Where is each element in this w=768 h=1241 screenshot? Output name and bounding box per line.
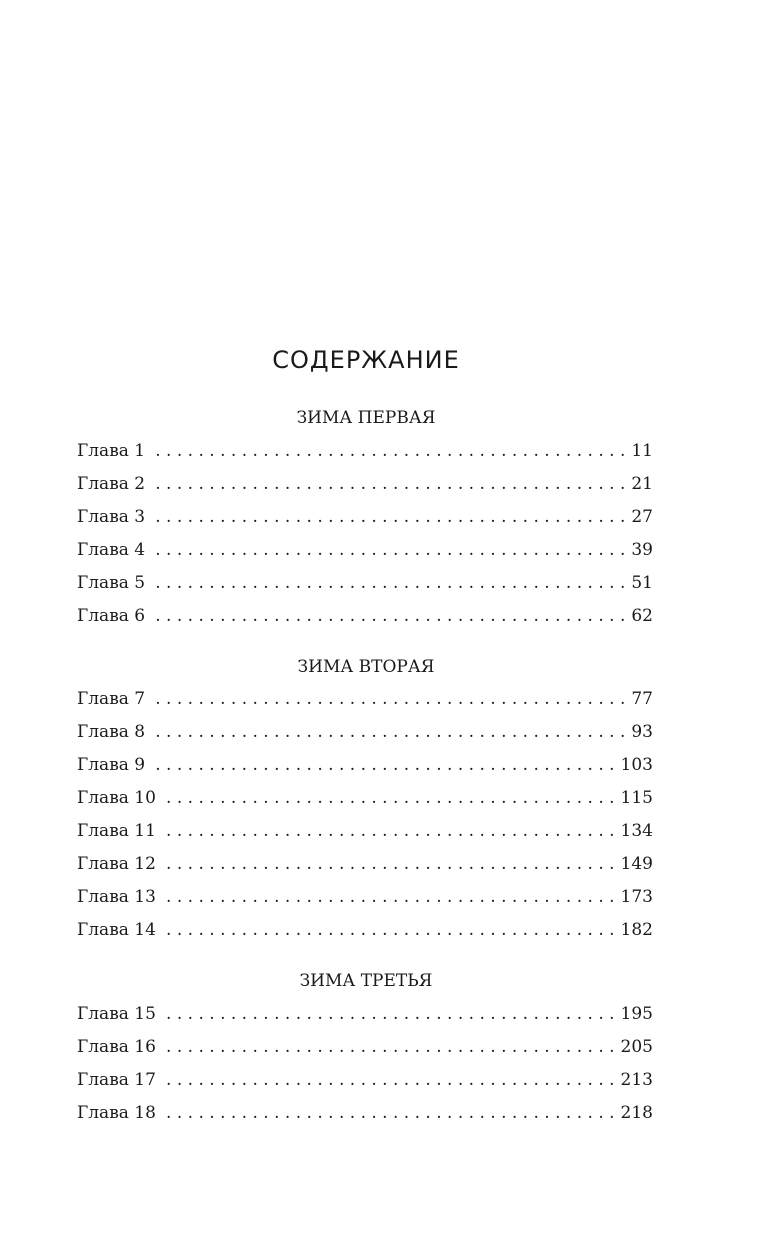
toc-entry-page: 149 (620, 854, 653, 874)
toc-entry-page: 27 (631, 507, 653, 527)
section-title: ЗИМА ВТОРАЯ (297, 657, 435, 677)
page-title: СОДЕРЖАНИЕ (272, 346, 460, 374)
toc-entry[interactable] (77, 687, 653, 711)
toc-entry[interactable] (77, 819, 653, 843)
dot-leader (165, 1101, 615, 1125)
dot-leader (154, 505, 625, 529)
toc-entry-label: Глава 10 (77, 788, 156, 808)
toc-entry-label: Глава 12 (77, 854, 156, 874)
toc-entry-label: Глава 3 (77, 507, 146, 527)
dot-leader (154, 753, 614, 777)
dot-leader (165, 1002, 615, 1026)
toc-entry-label: Глава 16 (77, 1037, 156, 1057)
toc-entry[interactable] (77, 1035, 653, 1059)
toc-entry[interactable] (77, 753, 653, 777)
toc-entry[interactable] (77, 1101, 653, 1125)
toc-entry-page: 218 (620, 1103, 653, 1123)
toc-entry[interactable] (77, 885, 653, 909)
toc-entry[interactable] (77, 720, 653, 744)
toc-entry-label: Глава 2 (77, 474, 146, 494)
toc-entry-page: 182 (620, 920, 653, 940)
toc-entry-page: 115 (620, 788, 653, 808)
toc-entry-label: Глава 6 (77, 606, 146, 626)
dot-leader (154, 439, 625, 463)
toc-entry[interactable] (77, 604, 653, 628)
toc-entry-label: Глава 8 (77, 722, 146, 742)
toc-entry-label: Глава 15 (77, 1004, 156, 1024)
toc-entry-page: 134 (620, 821, 653, 841)
toc-entry[interactable] (77, 505, 653, 529)
section-title: ЗИМА ПЕРВАЯ (296, 408, 436, 428)
toc-entry-page: 39 (631, 540, 653, 560)
toc-entry-page: 205 (620, 1037, 653, 1057)
toc-entry[interactable] (77, 538, 653, 562)
toc-entry[interactable] (77, 786, 653, 810)
dot-leader (165, 852, 615, 876)
toc-entry[interactable] (77, 918, 653, 942)
toc-entry-label: Глава 17 (77, 1070, 156, 1090)
dot-leader (165, 1068, 615, 1092)
toc-entry-page: 173 (620, 887, 653, 907)
toc-entry-label: Глава 5 (77, 573, 146, 593)
dot-leader (165, 819, 615, 843)
toc-entry-page: 21 (631, 474, 653, 494)
toc-entry[interactable] (77, 472, 653, 496)
dot-leader (154, 604, 625, 628)
dot-leader (154, 538, 625, 562)
section-title: ЗИМА ТРЕТЬЯ (299, 971, 433, 991)
toc-entry-label: Глава 7 (77, 689, 146, 709)
toc-entry-label: Глава 14 (77, 920, 156, 940)
toc-entry-page: 93 (631, 722, 653, 742)
dot-leader (154, 687, 625, 711)
dot-leader (165, 1035, 615, 1059)
toc-entry-page: 62 (631, 606, 653, 626)
dot-leader (165, 918, 615, 942)
toc-entry-label: Глава 4 (77, 540, 146, 560)
dot-leader (154, 720, 625, 744)
toc-entry-page: 103 (620, 755, 653, 775)
toc-entry[interactable] (77, 571, 653, 595)
toc-entry-page: 195 (620, 1004, 653, 1024)
dot-leader (154, 472, 625, 496)
toc-entry-page: 51 (631, 573, 653, 593)
toc-entry-page: 213 (620, 1070, 653, 1090)
dot-leader (165, 786, 615, 810)
dot-leader (165, 885, 615, 909)
toc-entry[interactable] (77, 852, 653, 876)
toc-entry[interactable] (77, 439, 653, 463)
dot-leader (154, 571, 625, 595)
toc-entry-label: Глава 1 (77, 441, 146, 461)
toc-entry-page: 77 (631, 689, 653, 709)
toc-entry[interactable] (77, 1068, 653, 1092)
toc-entry-label: Глава 13 (77, 887, 156, 907)
toc-entry[interactable] (77, 1002, 653, 1026)
toc-entry-label: Глава 18 (77, 1103, 156, 1123)
toc-entry-page: 11 (631, 441, 653, 461)
toc-entry-label: Глава 11 (77, 821, 156, 841)
toc-entry-label: Глава 9 (77, 755, 146, 775)
